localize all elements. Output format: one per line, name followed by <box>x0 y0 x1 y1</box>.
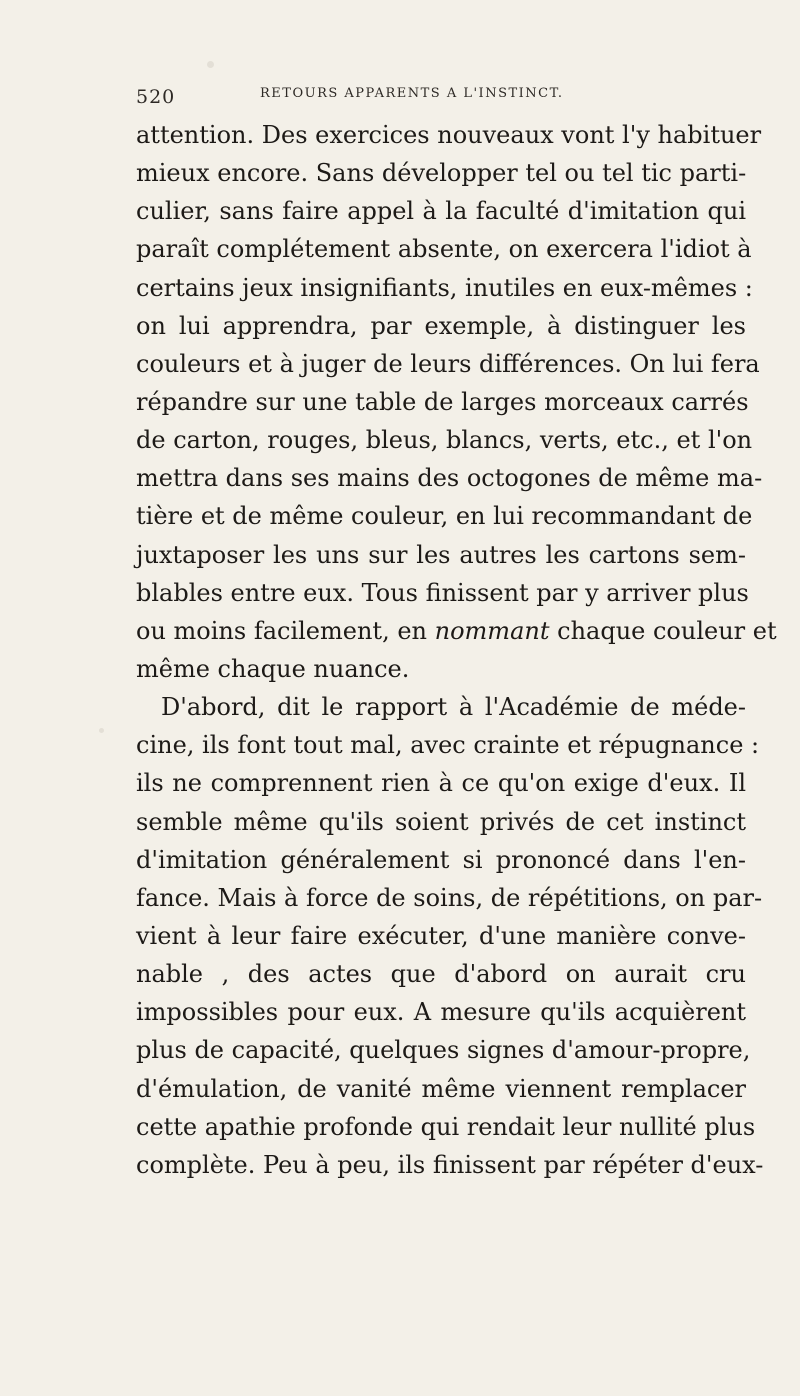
text-line: d'imitation généralement si prononcé dans l'en- <box>136 845 746 874</box>
paragraph-start-line: D'abord, dit le rapport à l'Académie de méde- <box>161 693 746 722</box>
paragraph-end-line: même chaque nuance. <box>136 654 410 683</box>
text-line: certains jeux insignifiants, inutiles en eux-mêmes : <box>136 273 753 302</box>
text-line: semble même qu'ils soient privés de cet instinct <box>136 807 746 836</box>
running-head: RETOURS APPARENTS A L'INSTINCT. <box>260 86 564 101</box>
text-line: couleurs et à juger de leurs différences. On lui fera <box>136 349 760 378</box>
page-header <box>136 86 736 110</box>
page-number: 520 <box>136 86 176 108</box>
paper-spot-top <box>207 61 214 68</box>
line-part-after-italic: chaque couleur et <box>557 616 777 645</box>
text-line: juxtaposer les uns sur les autres les cartons sem- <box>136 540 746 569</box>
body-text <box>136 116 777 1184</box>
text-line: impossibles pour eux. A mesure qu'ils acquièrent <box>136 998 746 1027</box>
text-line: cine, ils font tout mal, avec crainte et répugnance : <box>136 731 760 760</box>
text-line: répandre sur une table de larges morceaux carrés <box>136 387 749 416</box>
text-line: cette apathie profonde qui rendait leur nullité plus <box>136 1112 756 1141</box>
text-line: de carton, rouges, bleus, blancs, verts, etc., et l'on <box>136 426 753 455</box>
text-line: complète. Peu à peu, ils finissent par répéter d'eux- <box>136 1150 764 1179</box>
text-line-with-italic <box>136 612 777 650</box>
text-line: attention. Des exercices nouveaux vont l'y habituer <box>136 121 762 149</box>
italic-word: nommant <box>434 616 550 645</box>
text-line: paraît complétement absente, on exercera l'idiot à <box>136 235 752 264</box>
text-line: mieux encore. Sans développer tel ou tel tic parti- <box>136 159 747 188</box>
text-line: nable , des actes que d'abord on aurait cru <box>136 960 746 989</box>
text-line: tière et de même couleur, en lui recommandant de <box>136 502 753 531</box>
text-line: ils ne comprennent rien à ce qu'on exige d'eux. Il <box>136 769 746 798</box>
line-part-before-italic: ou moins facilement, en <box>136 616 427 645</box>
text-line: fance. Mais à force de soins, de répétitions, on par- <box>136 883 763 912</box>
text-line: d'émulation, de vanité même viennent remplacer <box>136 1074 746 1103</box>
text-line: culier, sans faire appel à la faculté d'imitation qui <box>136 197 746 226</box>
text-line: mettra dans ses mains des octogones de même ma- <box>136 464 763 493</box>
text-line: plus de capacité, quelques signes d'amour-propre, <box>136 1036 751 1065</box>
text-line: blables entre eux. Tous finissent par y arriver plus <box>136 578 749 607</box>
text-line: on lui apprendra, par exemple, à distinguer les <box>136 311 746 340</box>
text-line: vient à leur faire exécuter, d'une manière conve- <box>136 921 746 950</box>
paper-spot-middle <box>99 728 104 733</box>
